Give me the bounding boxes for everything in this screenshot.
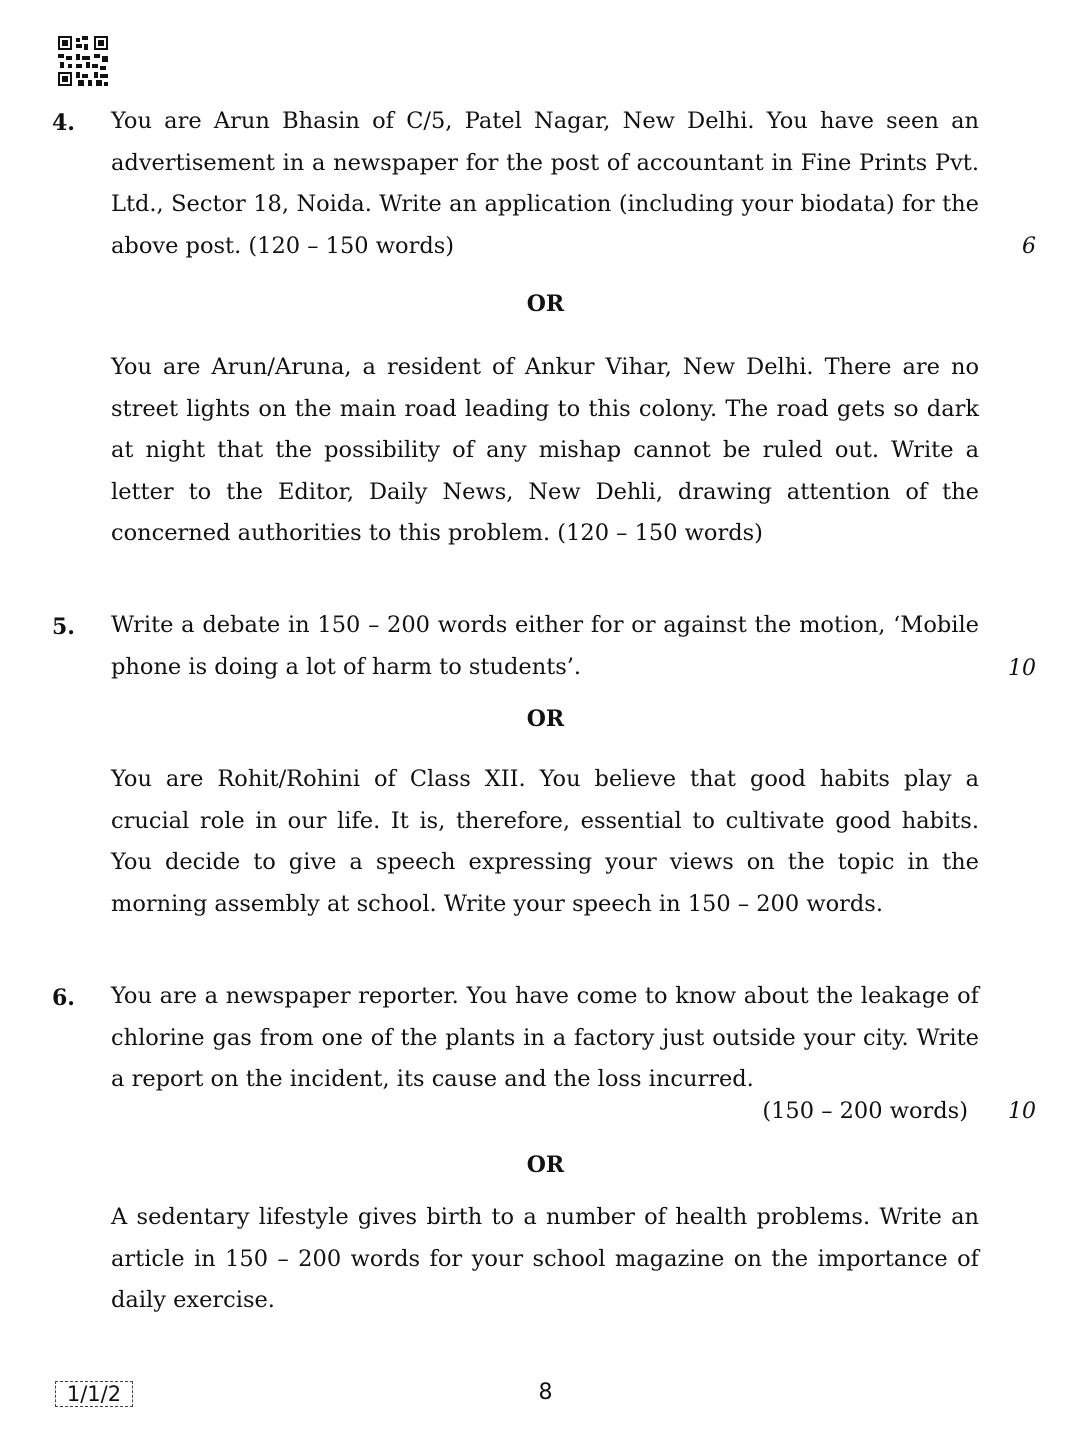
paper-code: 1/1/2 xyxy=(55,1381,133,1407)
word-count: (150 – 200 words) xyxy=(762,1098,968,1124)
question-number: 5. xyxy=(52,614,75,640)
alternative-question-text: You are Rohit/Rohini of Class XII. You believe that good habits play a crucial role in our life. It is, therefore, essential to cultivate good habits. You decide to give a speech expressing your views on the topic in the morning assembly at school. Write your speech in 150 – 200 words. xyxy=(111,766,979,917)
marks: 6 xyxy=(1022,234,1036,259)
page-number: 8 xyxy=(538,1380,553,1405)
marks: 10 xyxy=(1008,656,1036,681)
question-text: You are Arun Bhasin of C/5, Patel Nagar, New Delhi. You have seen an advertisement in a newspaper for the post of accountant in Fine Prints Pvt. Ltd., Sector 18, Noida. Write an application (including your biodata) for the above post. (120 – 150 words) xyxy=(111,108,979,259)
qr-code-icon xyxy=(58,36,108,86)
alternative-question-text: A sedentary lifestyle gives birth to a number of health problems. Write an article in 150 – 200 words for your school magazine on the importance of daily exercise. xyxy=(111,1204,979,1313)
or-label: OR xyxy=(526,291,565,317)
question-number: 6. xyxy=(52,985,75,1011)
question-text: You are a newspaper reporter. You have come to know about the leakage of chlorine gas from one of the plants in a factory just outside your city. Write a report on the incident, its cause and the loss incurred. xyxy=(111,983,979,1092)
or-label: OR xyxy=(526,1152,565,1178)
or-label: OR xyxy=(526,706,565,732)
question-number: 4. xyxy=(52,110,75,136)
marks: 10 xyxy=(1008,1099,1036,1124)
question-text: Write a debate in 150 – 200 words either for or against the motion, ‘Mobile phone is doing a lot of harm to students’. xyxy=(111,612,979,680)
alternative-question-text: You are Arun/Aruna, a resident of Ankur Vihar, New Delhi. There are no street lights on the main road leading to this colony. The road gets so dark at night that the possibility of any mishap cannot be ruled out. Write a letter to the Editor, Daily News, New Dehli, drawing attention of the concerned authorities to this problem. (120 – 150 words) xyxy=(111,354,979,546)
